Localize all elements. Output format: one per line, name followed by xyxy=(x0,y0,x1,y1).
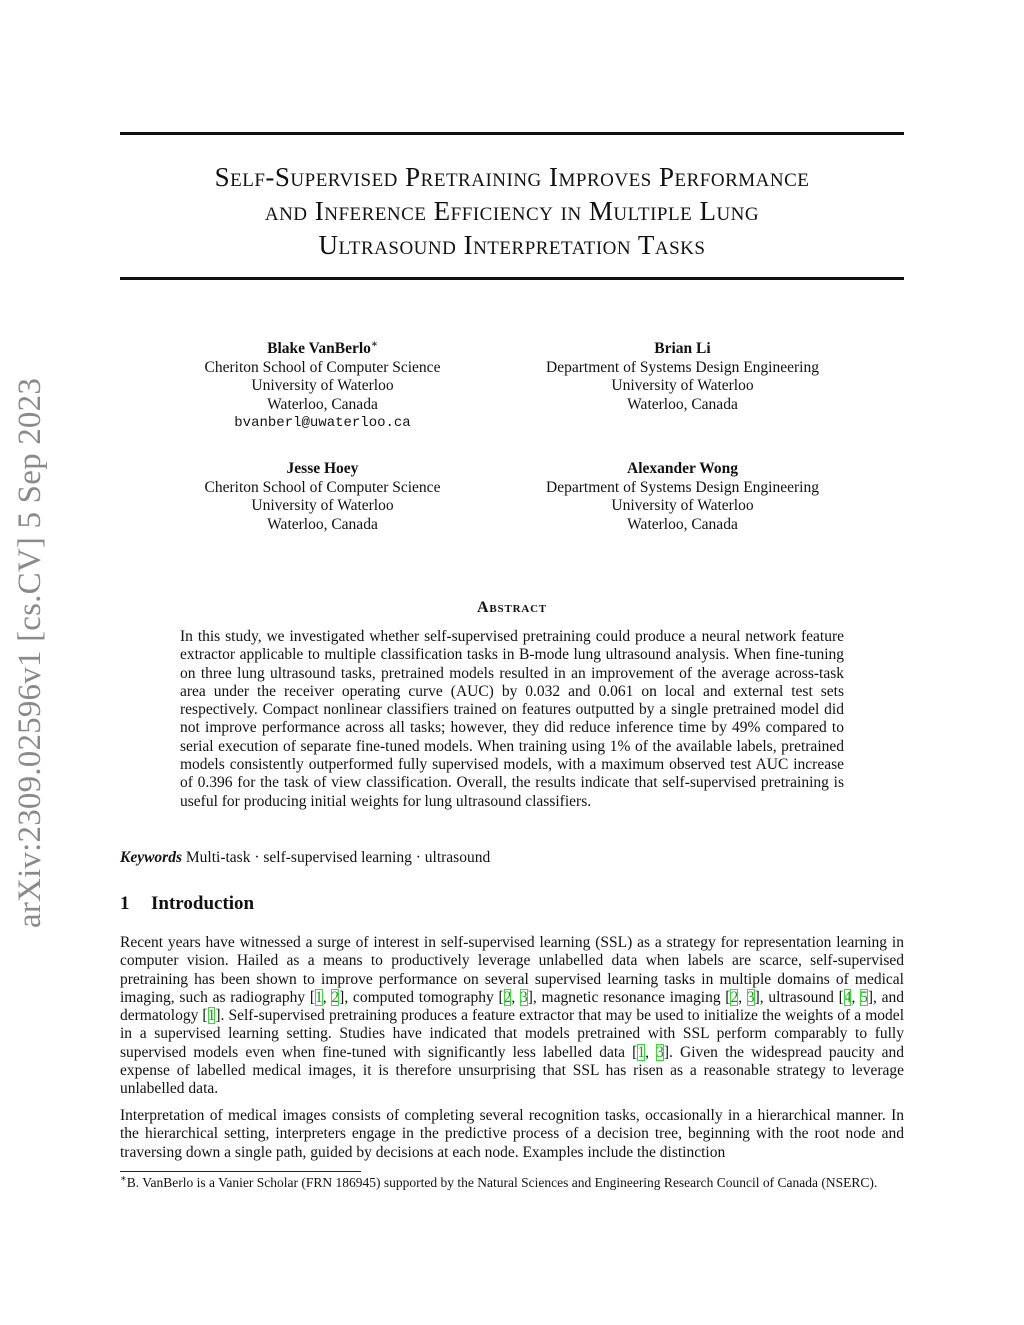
author-email[interactable]: bvanberl@uwaterloo.ca xyxy=(234,415,411,431)
footnote-mark: ∗ xyxy=(120,1173,127,1185)
citation-link[interactable]: 2 xyxy=(331,988,340,1006)
paper-title xyxy=(120,160,904,262)
footnote-text: B. VanBerlo is a Vanier Scholar (FRN 186945) supported by the Natural Sciences and Engineering Research Council of Canada (NSERC). xyxy=(126,1175,878,1190)
author-footnote-mark: ∗ xyxy=(370,338,378,350)
citation-link[interactable]: 1 xyxy=(315,988,323,1006)
footnote-rule xyxy=(120,1171,361,1172)
title-rule-bottom xyxy=(120,277,904,280)
section-title: Introduction xyxy=(151,893,255,914)
author-name: Blake VanBerlo∗ xyxy=(267,338,378,357)
author-name: Alexander Wong xyxy=(627,460,738,477)
abstract-text: In this study, we investigated whether self-supervised pretraining could produce a neural network feature extractor applicable to multiple classification tasks in B-mode lung ultrasound analysis. When fine-tuning on three lung ultrasound tasks, pretrained models resulted in an improvement of the average across-task area under the receiver operating curve (AUC) by 0.032 and 0.061 on local and external test sets respectively. Compact nonlinear classifiers trained on features outputted by a single pretrained model did not improve performance across all tasks; however, they did reduce inference time by 49% compared to serial execution of separate fine-tuned models. When training using 1% of the available labels, pretrained models consistently outperformed fully supervised models, with a maximum observed test AUC increase of 0.396 for the task of view classification. Overall, the results indicate that self-supervised pretraining is useful for producing initial weights for lung ultrasound classifiers. xyxy=(180,628,844,810)
citation-link[interactable]: 1 xyxy=(637,1043,646,1061)
author-location: Waterloo, Canada xyxy=(267,515,378,533)
author-block-wong xyxy=(520,460,845,534)
title-rule-top xyxy=(120,132,904,135)
author-affiliation: Cheriton School of Computer Science xyxy=(204,358,441,376)
keywords-label: Keywords xyxy=(120,849,182,866)
author-university: University of Waterloo xyxy=(611,377,754,394)
author-location: Waterloo, Canada xyxy=(267,395,378,413)
author-location: Waterloo, Canada xyxy=(627,395,738,413)
author-block-hoey xyxy=(160,460,485,534)
author-block-vanberlo xyxy=(160,340,485,433)
citation-link[interactable]: 5 xyxy=(860,988,868,1006)
author-block-li xyxy=(520,340,845,414)
author-affiliation: Department of Systems Design Engineering xyxy=(546,358,819,376)
author-affiliation: Cheriton School of Computer Science xyxy=(204,478,441,496)
author-university: University of Waterloo xyxy=(251,497,394,514)
author-name: Brian Li xyxy=(654,340,711,357)
abstract-heading: Abstract xyxy=(477,599,547,616)
author-name: Jesse Hoey xyxy=(286,460,359,477)
citation-link[interactable]: 3 xyxy=(746,988,755,1006)
citation-link[interactable]: 3 xyxy=(656,1043,664,1061)
author-university: University of Waterloo xyxy=(611,497,754,514)
keywords-line xyxy=(120,849,904,867)
author-affiliation: Department of Systems Design Engineering xyxy=(546,478,819,496)
title-line-2: and Inference Efficiency in Multiple Lung xyxy=(264,196,760,226)
keywords-text: Multi-task · self-supervised learning · ultrasound xyxy=(185,849,491,866)
author-university: University of Waterloo xyxy=(251,377,394,394)
citation-link[interactable]: 3 xyxy=(519,988,528,1006)
arxiv-stamp: arXiv:2309.02596v1 [cs.CV] 5 Sep 2023 xyxy=(12,377,48,928)
citation-link[interactable]: 2 xyxy=(503,988,512,1006)
title-line-3: Ultrasound Interpretation Tasks xyxy=(318,230,706,260)
citation-link[interactable]: 2 xyxy=(730,988,739,1006)
intro-paragraph-2: Interpretation of medical images consists of completing several recognition tasks, occasionally in a hierarchical manner. In the hierarchical setting, interpreters engage in the predictive process of a decision tree, beginning with the root node and traversing down a single path, guided by decisions at each node. Examples include the distinction xyxy=(120,1107,904,1161)
section-heading xyxy=(120,893,254,915)
section-number: 1 xyxy=(120,893,130,914)
footnote xyxy=(120,1174,904,1191)
citation-link[interactable]: 1 xyxy=(207,1007,216,1025)
author-location: Waterloo, Canada xyxy=(627,515,738,533)
intro-paragraph-1: Recent years have witnessed a surge of interest in self-supervised learning (SSL) as a strategy for representation learning in computer vision. Hailed as a means to productively leverage unlabelled data when labels are scarce, self-supervised pretraining has been shown to improve performance on several supervised learning tasks in multiple domains of medical imaging, such as radiography [1, 2], computed tomography [2, 3], magnetic resonance imaging [2, 3], ultrasound [4, 5], and dermatology [1]. Self-supervised pretraining produces a feature extractor that may be used to initialize the weights of a model in a supervised learning setting. Studies have indicated that models pretrained with SSL perform comparably to fully supervised models even when fine-tuned with significantly less labelled data [1, 3]. Given the widespread paucity and expense of labelled medical images, it is therefore unsurprising that SSL has risen as a reasonable strategy to leverage unlabelled data. xyxy=(120,934,905,1098)
title-line-1: Self-Supervised Pretraining Improves Performance xyxy=(214,162,810,192)
citation-link[interactable]: 4 xyxy=(843,988,852,1006)
